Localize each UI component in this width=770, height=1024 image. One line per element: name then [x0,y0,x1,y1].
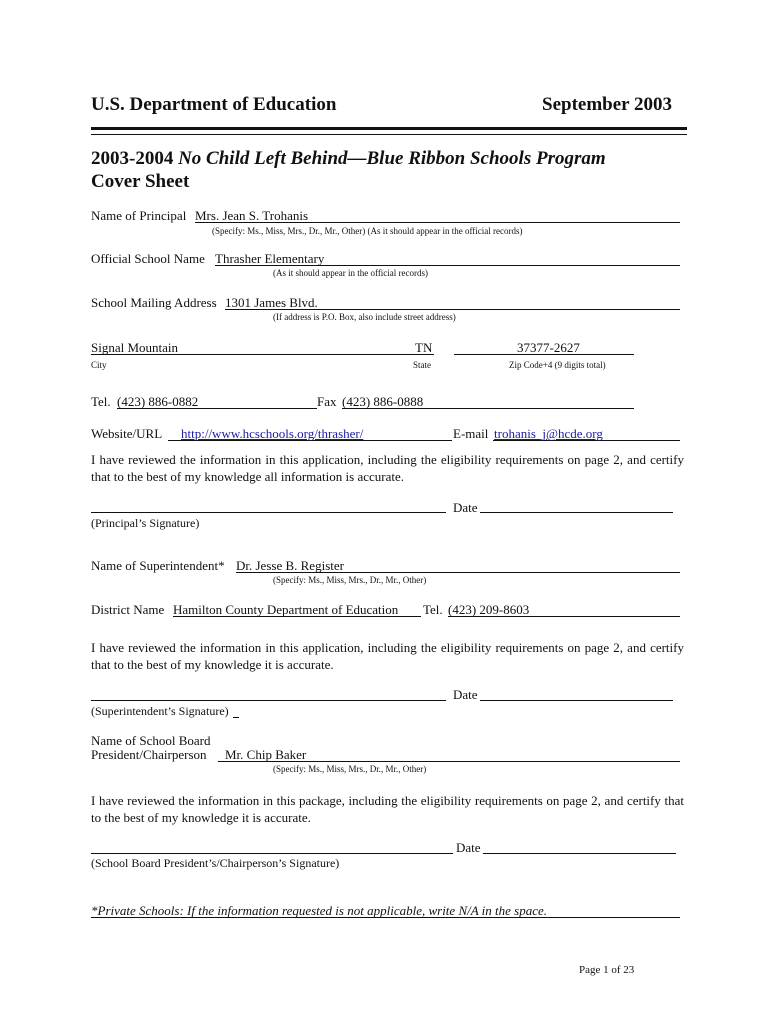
header-rule-thick [91,127,687,130]
state-field[interactable]: TN [415,340,433,355]
school-name-field[interactable]: Thrasher Elementary [215,251,325,266]
website-link[interactable]: http://www.hcschools.org/thrasher/ [181,426,364,441]
department-heading: U.S. Department of Education [91,94,337,115]
school-name-hint: (As it should appear in the official records) [273,268,429,278]
principal-date-line [480,512,673,513]
header-rule-thin [91,134,687,135]
superintendent-label: Name of Superintendent* [91,558,225,573]
city-field[interactable]: Signal Mountain [91,340,179,355]
principal-signature-line [91,512,446,513]
board-label-line1: Name of School Board [91,733,211,748]
principal-hint: (Specify: Ms., Miss, Mrs., Dr., Mr., Other) (As it should appear in the official records) [212,226,523,236]
certification-board: I have reviewed the information in this package, including the eligibility requirements on page 2, and certify that to the best of my knowledge it is accurate. [91,793,684,825]
fax-line [342,408,634,409]
city-label: City [91,360,107,370]
board-hint: (Specify: Ms., Miss, Mrs., Dr., Mr., Other) [273,764,427,774]
principal-name-field[interactable]: Mrs. Jean S. Trohanis [195,208,309,223]
school-name-label: Official School Name [91,251,205,266]
board-name-line [218,761,680,762]
superintendent-date-label: Date [453,687,478,702]
principal-label: Name of Principal [91,208,187,223]
footnote-line [91,917,680,918]
state-label: State [413,360,431,370]
district-tel-line [448,616,680,617]
board-signature-line [91,853,453,854]
tel-field[interactable]: (423) 886-0882 [117,394,199,409]
email-label: E-mail [453,426,489,441]
tel-label: Tel. [91,394,111,409]
principal-date-label: Date [453,500,478,515]
city-line [91,354,434,355]
superintendent-signature-tail [233,717,239,718]
board-date-line [483,853,676,854]
private-schools-footnote: *Private Schools: If the information requested is not applicable, write N/A in the space. [91,903,548,918]
principal-name-line [195,222,680,223]
district-tel-field[interactable]: (423) 209-8603 [448,602,530,617]
header-date: September 2003 [542,94,672,115]
superintendent-name-line [236,572,680,573]
cover-sheet-title: Cover Sheet [91,171,190,192]
page-number: Page 1 of 23 [579,964,635,976]
principal-signature-label: (Principal’s Signature) [91,516,200,530]
board-label-line2: President/Chairperson [91,747,207,762]
program-year: 2003-2004 [91,148,174,169]
district-label: District Name [91,602,165,617]
board-name-field[interactable]: Mr. Chip Baker [225,747,307,762]
superintendent-hint: (Specify: Ms., Miss, Mrs., Dr., Mr., Other) [273,575,427,585]
address-hint: (If address is P.O. Box, also include street address) [273,312,456,322]
program-name: No Child Left Behind—Blue Ribbon Schools Program [178,148,606,169]
zip-label: Zip Code+4 (9 digits total) [509,360,606,370]
district-name-field[interactable]: Hamilton County Department of Education [173,602,399,617]
fax-label: Fax [317,394,337,409]
superintendent-signature-label: (Superintendent’s Signature) [91,704,229,718]
board-date-label: Date [456,840,481,855]
tel-line [117,408,317,409]
superintendent-date-line [480,700,673,701]
zip-field[interactable]: 37377-2627 [517,340,580,355]
district-tel-label: Tel. [423,602,443,617]
address-label: School Mailing Address [91,295,217,310]
address-line [225,309,680,310]
certification-superintendent: I have reviewed the information in this application, including the eligibility requirements on page 2, and certify that to the best of my knowledge it is accurate. [91,640,684,672]
website-label: Website/URL [91,426,163,441]
program-title [91,147,606,170]
school-name-line [215,265,680,266]
superintendent-name-field[interactable]: Dr. Jesse B. Register [236,558,344,573]
superintendent-signature-line [91,700,446,701]
fax-field[interactable]: (423) 886-0888 [342,394,424,409]
certification-all-info: I have reviewed the information in this application, including the eligibility requirements on page 2, and certify that to the best of my knowledge all information is accurate. [91,452,684,484]
district-name-line [173,616,421,617]
board-signature-label: (School Board President’s/Chairperson’s Signature) [91,856,340,870]
address-field[interactable]: 1301 James Blvd. [225,295,318,310]
email-link[interactable]: trohanis_j@hcde.org [494,426,603,441]
